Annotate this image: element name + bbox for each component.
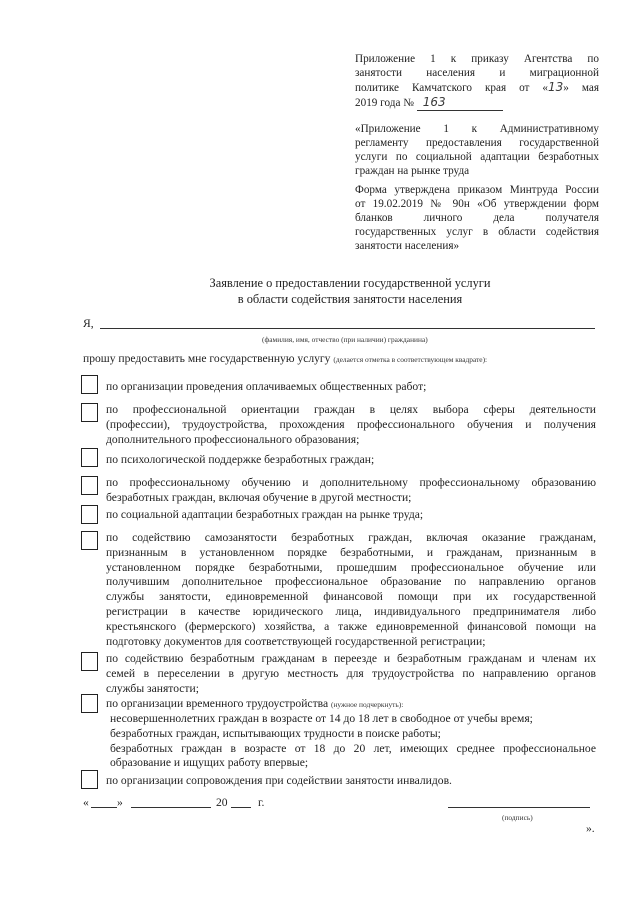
- option-line: крестьянского (фермерского) хозяйства, а также единовременной финансовой помощи на: [106, 619, 596, 633]
- appendix-line: Приложение 1 к приказу Агентства по: [355, 53, 599, 65]
- option-line: установленном порядке безработными, прошедшим профессиональное обучение или: [106, 560, 596, 574]
- option-hint: (нужное подчеркнуть):: [331, 700, 404, 709]
- appendix-number-prefix: 2019 года №: [355, 97, 414, 109]
- option-line: (профессии), трудоустройства, прохождения профессионального обучения и получения: [106, 417, 596, 431]
- option-line: по психологической поддержке безработных граждан;: [106, 453, 375, 466]
- option-line: по содействию самозанятости безработных граждан, включая оказание гражданам,: [106, 531, 596, 544]
- option-text: [106, 652, 596, 696]
- option-line: признанным в установленном порядке безработными, и гражданам, признанным в: [106, 545, 596, 559]
- signature-field[interactable]: [448, 807, 590, 808]
- date-year-field[interactable]: [231, 807, 251, 808]
- reglament-line: граждан на рынке труда: [355, 165, 470, 177]
- applicant-name-field[interactable]: [100, 328, 595, 329]
- reglament-line: «Приложение 1 к Административному: [355, 123, 599, 135]
- applicant-prefix: Я,: [83, 317, 94, 330]
- request-text: прошу предоставить мне государственную услугу: [83, 352, 331, 365]
- temp-employment-item[interactable]: безработных граждан, испытывающих трудности в поиске работы;: [110, 726, 441, 740]
- option-line: по содействию безработным гражданам в переезде и безработным гражданам и членам их: [106, 652, 596, 665]
- title-line: в области содействия занятости населения: [237, 292, 463, 306]
- option-text: [106, 453, 596, 468]
- option-text: [106, 403, 596, 447]
- option-checkbox[interactable]: [81, 448, 98, 467]
- form-line: Форма утверждена приказом Минтруда России: [355, 184, 599, 196]
- appendix-date-month: мая: [581, 82, 599, 94]
- option-text: [106, 697, 596, 713]
- request-hint: (делается отметка в соответствующем квадрате):: [333, 355, 488, 364]
- option-line: по организации проведения оплачиваемых общественных работ;: [106, 380, 427, 393]
- form-approval-header: [355, 183, 599, 253]
- date-day-field[interactable]: [91, 807, 117, 808]
- option-line: по социальной адаптации безработных граждан на рынке труда;: [106, 508, 424, 521]
- form-line: занятости населения»: [355, 240, 460, 252]
- appendix-line-prefix: политике Камчатского края от: [355, 82, 530, 94]
- closing-mark: ».: [586, 822, 595, 835]
- date-year-suffix: г.: [258, 796, 265, 809]
- option-line: безработных граждан, включая обучение в другой местности;: [106, 490, 412, 504]
- appendix-line: [355, 80, 599, 95]
- temp-employment-item[interactable]: образование и ищущих работу впервые;: [110, 756, 309, 770]
- date-century: 20: [216, 796, 228, 809]
- option-line: по организации сопровождения при содействии занятости инвалидов.: [106, 774, 452, 787]
- option-line: подготовку документов для соответствующей государственной регистрации;: [106, 634, 486, 648]
- request-line: [83, 352, 487, 368]
- reglament-header: [355, 122, 599, 178]
- appendix-date-day: «13»: [542, 80, 569, 94]
- appendix-day-handwritten: 13: [548, 80, 564, 94]
- reglament-line: регламенту предоставления государственной: [355, 137, 599, 149]
- option-text: [106, 531, 596, 649]
- appendix-number-handwritten: 163: [422, 95, 446, 109]
- document-title: [130, 275, 570, 307]
- option-line: службы занятости;: [106, 681, 199, 695]
- applicant-hint: (фамилия, имя, отчество (при наличии) гражданина): [262, 335, 428, 344]
- option-text: [106, 508, 596, 523]
- date-open-quote: «: [83, 796, 89, 809]
- option-checkbox[interactable]: [81, 403, 98, 422]
- option-text: [106, 476, 596, 506]
- appendix-line: [355, 95, 599, 111]
- appendix-line: занятости населения и миграционной: [355, 67, 599, 79]
- option-line: по профессиональному обучению и дополнительному профессиональному образованию: [106, 476, 596, 489]
- option-checkbox[interactable]: [81, 476, 98, 495]
- option-line: дополнительного профессионального образования;: [106, 432, 360, 446]
- option-checkbox[interactable]: [81, 652, 98, 671]
- option-line: получившим дополнительное профессиональное образование по направлению органов: [106, 575, 596, 589]
- form-line: государственных услуг в области содействия: [355, 226, 599, 238]
- form-line: от 19.02.2019 № 90н «Об утверждении форм: [355, 198, 599, 210]
- option-text: [106, 774, 596, 789]
- option-checkbox[interactable]: [81, 694, 98, 713]
- reglament-line: услуги по социальной адаптации безработных: [355, 151, 599, 163]
- option-checkbox[interactable]: [81, 505, 98, 524]
- option-line: регистрации в качестве юридического лица, индивидуального предпринимателя либо: [106, 604, 596, 618]
- appendix-header: [355, 52, 599, 111]
- option-checkbox[interactable]: [81, 531, 98, 550]
- temp-employment-item[interactable]: безработных граждан в возрасте от 18 до 20 лет, имеющих среднее профессиональное: [110, 741, 596, 755]
- title-line: Заявление о предоставлении государственной услуги: [209, 276, 491, 290]
- form-line: бланков личного дела получателя: [355, 212, 599, 224]
- option-text: [106, 380, 596, 395]
- date-month-field[interactable]: [131, 807, 211, 808]
- option-line: службы занятости, единовременной финансовой помощи при их государственной: [106, 590, 596, 604]
- option-line: семей в переселении в другую местность для трудоустройства по направлению органов: [106, 666, 596, 680]
- option-checkbox[interactable]: [81, 375, 98, 394]
- temp-employment-list: [110, 712, 596, 771]
- date-close-quote: »: [117, 796, 123, 809]
- signature-hint: (подпись): [502, 813, 533, 822]
- option-line: по профессиональной ориентации граждан в целях выбора сферы деятельности: [106, 403, 596, 416]
- temp-employment-item[interactable]: несовершеннолетних граждан в возрасте от 14 до 18 лет в свободное от учебы время;: [110, 712, 533, 725]
- option-line-text: по организации временного трудоустройства: [106, 697, 329, 710]
- option-line: [106, 697, 596, 713]
- option-checkbox[interactable]: [81, 770, 98, 789]
